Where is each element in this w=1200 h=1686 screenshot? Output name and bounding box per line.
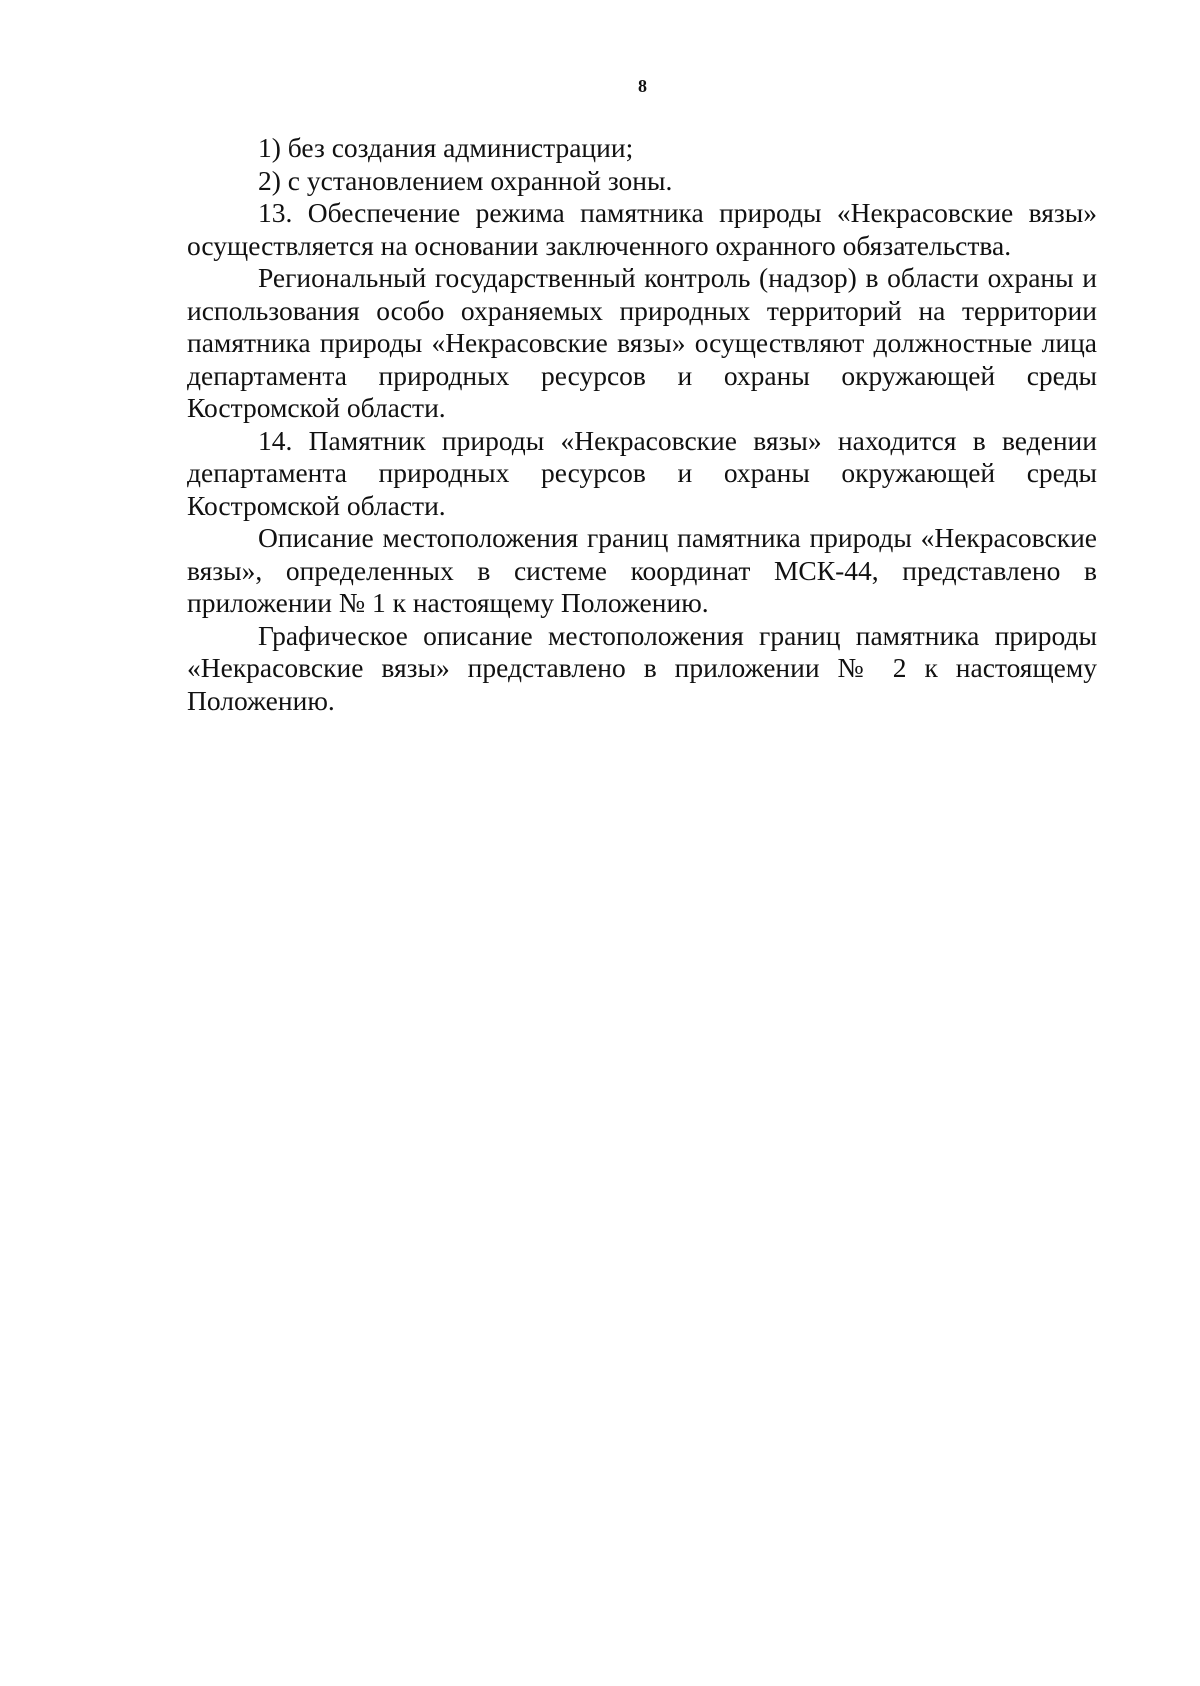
list-item-protection-zone: 2) с установлением охранной зоны.: [258, 164, 673, 196]
paragraph-14-jurisdiction: 14. Памятник природы «Некрасовские вязы» находится в ведении департамента природных ресурсов и охраны окружающей среды Костромской области.: [187, 424, 1097, 521]
page-number: 8: [638, 76, 647, 96]
paragraph-boundary-description: Описание местоположения границ памятника природы «Некрасовские вязы», определенных в системе координат МСК-44, представлено в приложении № 1 к настоящему Положению.: [187, 522, 1097, 618]
paragraph-13-regime: 13. Обеспечение режима памятника природы «Некрасовские вязы» осуществляется на основании заключенного охранного обязательства.: [187, 197, 1097, 261]
document-body: [187, 132, 1097, 717]
paragraph-graphic-description: Графическое описание местоположения границ памятника природы «Некрасовские вязы» представлено в приложении № 2 к настоящему Положению.: [187, 619, 1097, 716]
paragraph-state-control: Региональный государственный контроль (надзор) в области охраны и использования особо охраняемых природных территорий на территории памятника природы «Некрасовские вязы» осуществляют должностные лица департамента природных ресурсов и охраны окружающей среды Костромской области.: [187, 262, 1097, 423]
list-item-no-administration: 1) без создания администрации;: [258, 132, 634, 163]
